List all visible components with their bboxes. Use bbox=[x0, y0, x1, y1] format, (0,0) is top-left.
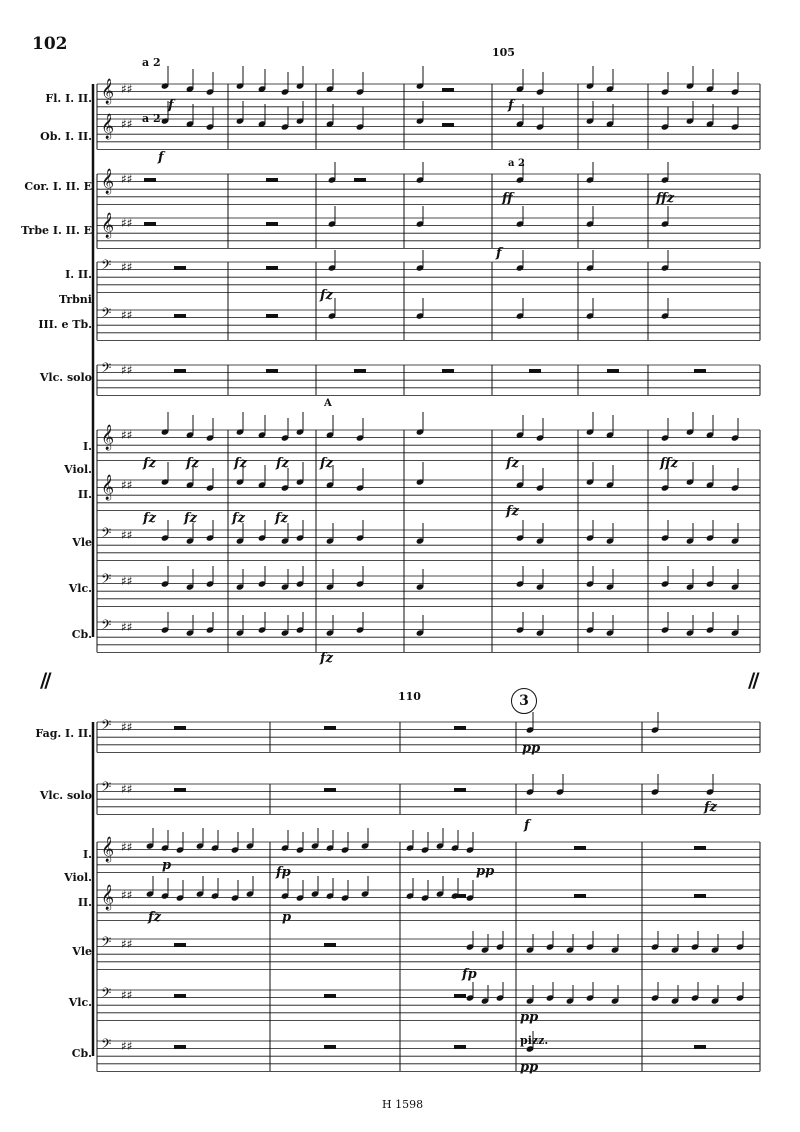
barlines bbox=[97, 84, 760, 1071]
whole-rest-icon bbox=[574, 846, 586, 850]
label-bassoons: Fag. I. II. bbox=[35, 727, 92, 740]
system-separator-right: // bbox=[748, 668, 757, 692]
whole-rest-icon bbox=[266, 178, 278, 182]
rehearsal-mark: 3 bbox=[511, 688, 537, 714]
whole-rest-icon bbox=[694, 846, 706, 850]
dynamic-pp: pp bbox=[522, 741, 541, 756]
dynamic-f: f bbox=[168, 98, 174, 113]
whole-rest-icon bbox=[174, 314, 186, 318]
dynamic-fz: fz bbox=[276, 456, 289, 471]
whole-rest-icon bbox=[144, 222, 156, 226]
label-cello-solo: Vlc. solo bbox=[39, 371, 92, 384]
treble-clef-icon: 𝄞 bbox=[101, 169, 115, 194]
dynamic-fz: fz bbox=[506, 456, 519, 471]
key-signature-icon: ♯♯ bbox=[121, 620, 133, 634]
dynamic-f: f bbox=[496, 246, 502, 261]
dynamic-f: f bbox=[508, 98, 514, 113]
system-separator-left: // bbox=[40, 668, 49, 692]
dynamic-ff: ff bbox=[502, 191, 513, 206]
whole-rest-icon bbox=[174, 1045, 186, 1049]
whole-rest-icon bbox=[174, 788, 186, 792]
whole-rest-icon bbox=[266, 369, 278, 373]
whole-rest-icon bbox=[174, 726, 186, 730]
whole-rest-icon bbox=[324, 726, 336, 730]
dynamic-fp: fp bbox=[462, 967, 477, 982]
key-signature-icon: ♯♯ bbox=[121, 260, 133, 274]
dynamic-fz: fz bbox=[148, 910, 161, 925]
dynamic-fz: fz bbox=[143, 511, 156, 526]
key-signature-icon: ♯♯ bbox=[121, 117, 133, 131]
bass-clef-icon: 𝄢 bbox=[101, 1036, 112, 1055]
whole-rest-icon bbox=[454, 726, 466, 730]
dynamic-fz: fz bbox=[506, 504, 519, 519]
dynamic-p: p bbox=[162, 858, 172, 873]
whole-rest-icon bbox=[324, 788, 336, 792]
label-horns: Cor. I. II. E bbox=[24, 180, 92, 193]
bass-clef-icon: 𝄢 bbox=[101, 985, 112, 1004]
bass-clef-icon: 𝄢 bbox=[101, 717, 112, 736]
label-trombone-3-tuba: III. e Tb. bbox=[38, 318, 92, 331]
key-signature-icon: ♯♯ bbox=[121, 428, 133, 442]
key-signature-icon: ♯♯ bbox=[121, 782, 133, 796]
treble-clef-icon: 𝄞 bbox=[101, 475, 115, 500]
key-signature-icon: ♯♯ bbox=[121, 82, 133, 96]
label-violin-1: I. bbox=[83, 440, 92, 453]
label-trombones-group: Trbni bbox=[58, 293, 92, 306]
label-violin-2-2: II. bbox=[77, 896, 92, 909]
whole-rest-icon bbox=[174, 369, 186, 373]
whole-rest-icon bbox=[266, 266, 278, 270]
whole-rest-icon bbox=[324, 943, 336, 947]
key-signature-icon: ♯♯ bbox=[121, 888, 133, 902]
dynamic-fz: fz bbox=[320, 456, 333, 471]
whole-rest-icon bbox=[454, 788, 466, 792]
dynamic-fz: fz bbox=[320, 651, 333, 666]
whole-rest-icon bbox=[324, 994, 336, 998]
label-viola: Vle bbox=[72, 536, 92, 549]
whole-rest-icon bbox=[266, 222, 278, 226]
page-number: 102 bbox=[32, 34, 68, 54]
key-signature-icon: ♯♯ bbox=[121, 528, 133, 542]
label-contrabass: Cb. bbox=[71, 628, 92, 641]
dynamic-p: p bbox=[282, 910, 292, 925]
dynamic-f: f bbox=[524, 818, 530, 833]
whole-rest-icon bbox=[354, 178, 366, 182]
label-oboes: Ob. I. II. bbox=[40, 130, 92, 143]
dynamic-pp: pp bbox=[520, 1060, 539, 1075]
whole-rest-icon bbox=[174, 943, 186, 947]
dynamic-fz: fz bbox=[184, 511, 197, 526]
bar-number-110: 110 bbox=[398, 690, 421, 703]
whole-rest-icon bbox=[607, 369, 619, 373]
dynamic-fz: fz bbox=[704, 800, 717, 815]
bass-clef-icon: 𝄢 bbox=[101, 779, 112, 798]
label-violin-2: II. bbox=[77, 488, 92, 501]
key-signature-icon: ♯♯ bbox=[121, 574, 133, 588]
whole-rest-icon bbox=[694, 1045, 706, 1049]
whole-rest-icon bbox=[442, 123, 454, 127]
label-viola-2: Vle bbox=[72, 945, 92, 958]
label-violins-group: Viol. bbox=[64, 463, 92, 476]
key-signature-icon: ♯♯ bbox=[121, 840, 133, 854]
dynamic-pp: pp bbox=[520, 1010, 539, 1025]
key-signature-icon: ♯♯ bbox=[121, 216, 133, 230]
key-signature-icon: ♯♯ bbox=[121, 1039, 133, 1053]
dynamic-fz: fz bbox=[234, 456, 247, 471]
treble-clef-icon: 𝄞 bbox=[101, 79, 115, 104]
label-flutes: Fl. I. II. bbox=[45, 92, 92, 105]
dynamic-f: f bbox=[158, 150, 164, 165]
whole-rest-icon bbox=[354, 369, 366, 373]
bass-clef-icon: 𝄢 bbox=[101, 305, 112, 324]
treble-clef-icon: 𝄞 bbox=[101, 837, 115, 862]
key-signature-icon: ♯♯ bbox=[121, 308, 133, 322]
bass-clef-icon: 𝄢 bbox=[101, 934, 112, 953]
bass-clef-icon: 𝄢 bbox=[101, 571, 112, 590]
whole-rest-icon bbox=[442, 369, 454, 373]
whole-rest-icon bbox=[454, 994, 466, 998]
marking-a2-flute: a 2 bbox=[142, 56, 161, 69]
whole-rest-icon bbox=[174, 266, 186, 270]
bass-clef-icon: 𝄢 bbox=[101, 360, 112, 379]
label-trombones-1-2: I. II. bbox=[65, 268, 92, 281]
whole-rest-icon bbox=[324, 1045, 336, 1049]
bass-clef-icon: 𝄢 bbox=[101, 257, 112, 276]
dynamic-fz: fz bbox=[232, 511, 245, 526]
whole-rest-icon bbox=[574, 894, 586, 898]
staff-lines bbox=[97, 84, 760, 1071]
dynamic-fz: fz bbox=[143, 456, 156, 471]
whole-rest-icon bbox=[442, 88, 454, 92]
key-signature-icon: ♯♯ bbox=[121, 720, 133, 734]
label-cello: Vlc. bbox=[68, 582, 92, 595]
whole-rest-icon bbox=[529, 369, 541, 373]
whole-rest-icon bbox=[144, 178, 156, 182]
bass-clef-icon: 𝄢 bbox=[101, 617, 112, 636]
whole-rest-icon bbox=[694, 894, 706, 898]
key-signature-icon: ♯♯ bbox=[121, 172, 133, 186]
dynamic-ffz: ffz bbox=[656, 191, 675, 206]
dynamic-fz: fz bbox=[275, 511, 288, 526]
key-signature-icon: ♯♯ bbox=[121, 988, 133, 1002]
bar-number-105: 105 bbox=[492, 46, 515, 59]
whole-rest-icon bbox=[266, 314, 278, 318]
marking-a2-oboe: a 2 bbox=[142, 112, 161, 125]
label-violin-1-2: I. bbox=[83, 848, 92, 861]
dynamic-pp: pp bbox=[476, 864, 495, 879]
dynamic-ffz: ffz bbox=[660, 456, 679, 471]
key-signature-icon: ♯♯ bbox=[121, 478, 133, 492]
marking-accent-A: A bbox=[324, 398, 332, 409]
label-contrabass-2: Cb. bbox=[71, 1047, 92, 1060]
footer-catalog: H 1598 bbox=[382, 1098, 424, 1111]
marking-pizz: pizz. bbox=[520, 1034, 549, 1047]
treble-clef-icon: 𝄞 bbox=[101, 114, 115, 139]
dynamic-fp: fp bbox=[276, 865, 291, 880]
whole-rest-icon bbox=[694, 369, 706, 373]
whole-rest-icon bbox=[454, 1045, 466, 1049]
whole-rest-icon bbox=[174, 994, 186, 998]
label-cello-2: Vlc. bbox=[68, 996, 92, 1009]
key-signature-icon: ♯♯ bbox=[121, 363, 133, 377]
label-cello-solo-2: Vlc. solo bbox=[39, 789, 92, 802]
dynamic-fz: fz bbox=[186, 456, 199, 471]
key-signature-icon: ♯♯ bbox=[121, 937, 133, 951]
dynamic-fz: fz bbox=[320, 288, 333, 303]
bass-clef-icon: 𝄢 bbox=[101, 525, 112, 544]
treble-clef-icon: 𝄞 bbox=[101, 425, 115, 450]
treble-clef-icon: 𝄞 bbox=[101, 885, 115, 910]
treble-clef-icon: 𝄞 bbox=[101, 213, 115, 238]
marking-a2-horn: a 2 bbox=[508, 158, 525, 169]
label-violins-group-2: Viol. bbox=[64, 871, 92, 884]
label-trumpets: Trbe I. II. E bbox=[21, 224, 92, 237]
